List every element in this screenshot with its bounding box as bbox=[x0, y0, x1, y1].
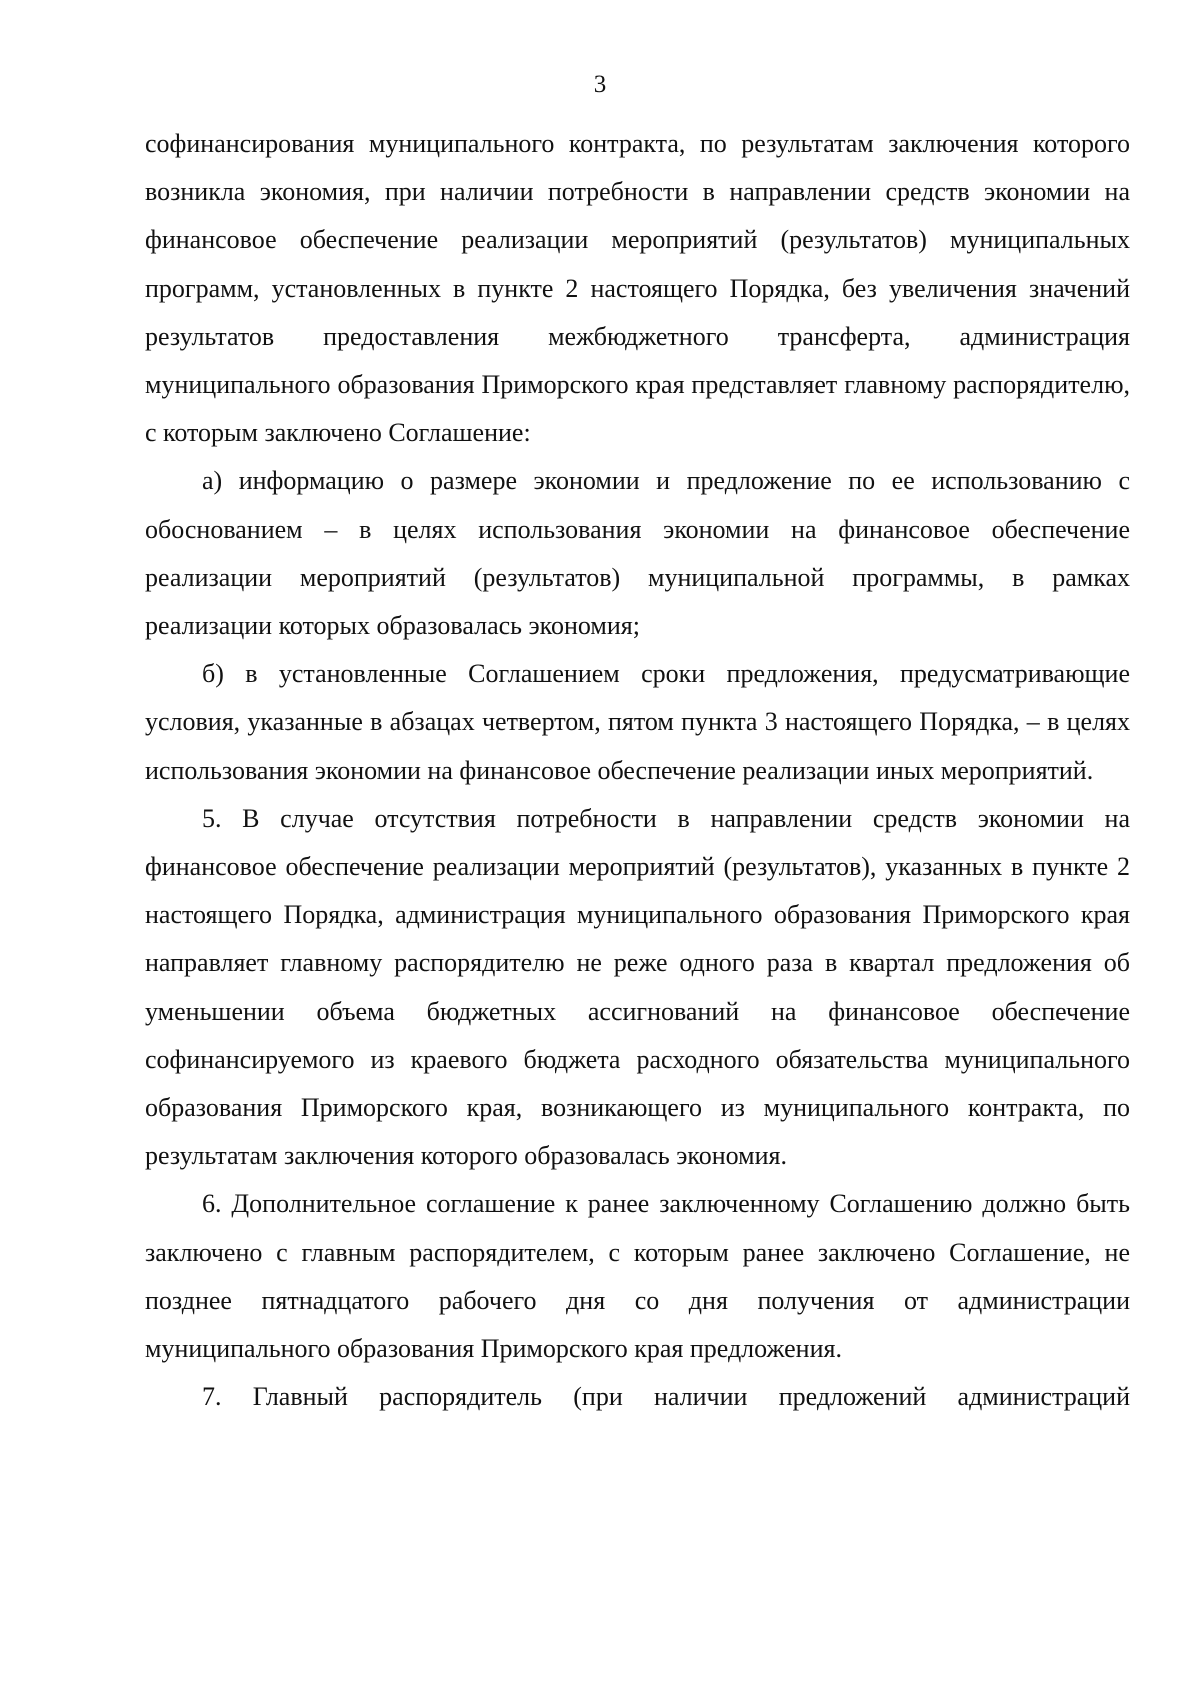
paragraph-clause-5: 5. В случае отсутствия потребности в направлении средств экономии на финансовое обеспечение реализации мероприятий (результатов), указанных в пункте 2 настоящего Порядка, администрация муниципального образования Приморского края направляет главному распорядителю не реже одного раза в квартал предложения об уменьшении объема бюджетных ассигнований на финансовое обеспечение софинансируемого из краевого бюджета расходного обязательства муниципального образования Приморского края, возникающего из муниципального контракта, по результатам заключения которого образовалась экономия. bbox=[145, 803, 1130, 1171]
paragraph-clause-6: 6. Дополнительное соглашение к ранее заключенному Соглашению должно быть заключено с главным распорядителем, с которым ранее заключено Соглашение, не позднее пятнадцатого рабочего дня со дня получения от администрации муниципального образования Приморского края предложения. bbox=[145, 1189, 1130, 1364]
page-number: 3 bbox=[593, 71, 607, 98]
paragraph-continuation: софинансирования муниципального контракта, по результатам заключения которого возникла экономия, при наличии потребности в направлении средств экономии на финансовое обеспечение реализации мероприятий (результатов) муниципальных программ, установленных в пункте 2 настоящего Порядка, без увеличения значений результатов предоставления межбюджетного трансферта, администрация муниципального образования Приморского края представляет главному распорядителю, с которым заключено Соглашение: bbox=[145, 129, 1130, 448]
paragraph-item-a: а) информацию о размере экономии и предложение по ее использованию с обоснованием – в целях использования экономии на финансовое обеспечение реализации мероприятий (результатов) муниципальной программы, в рамках реализации которых образовалась экономия; bbox=[145, 466, 1130, 641]
document-body bbox=[145, 120, 1130, 1421]
paragraph-clause-7: 7. Главный распорядитель (при наличии предложений администраций bbox=[202, 1382, 1130, 1412]
paragraph-item-b: б) в установленные Соглашением сроки предложения, предусматривающие условия, указанные в абзацах четвертом, пятом пункта 3 настоящего Порядка, – в целях использования экономии на финансовое обеспечение реализации иных мероприятий. bbox=[145, 659, 1130, 785]
